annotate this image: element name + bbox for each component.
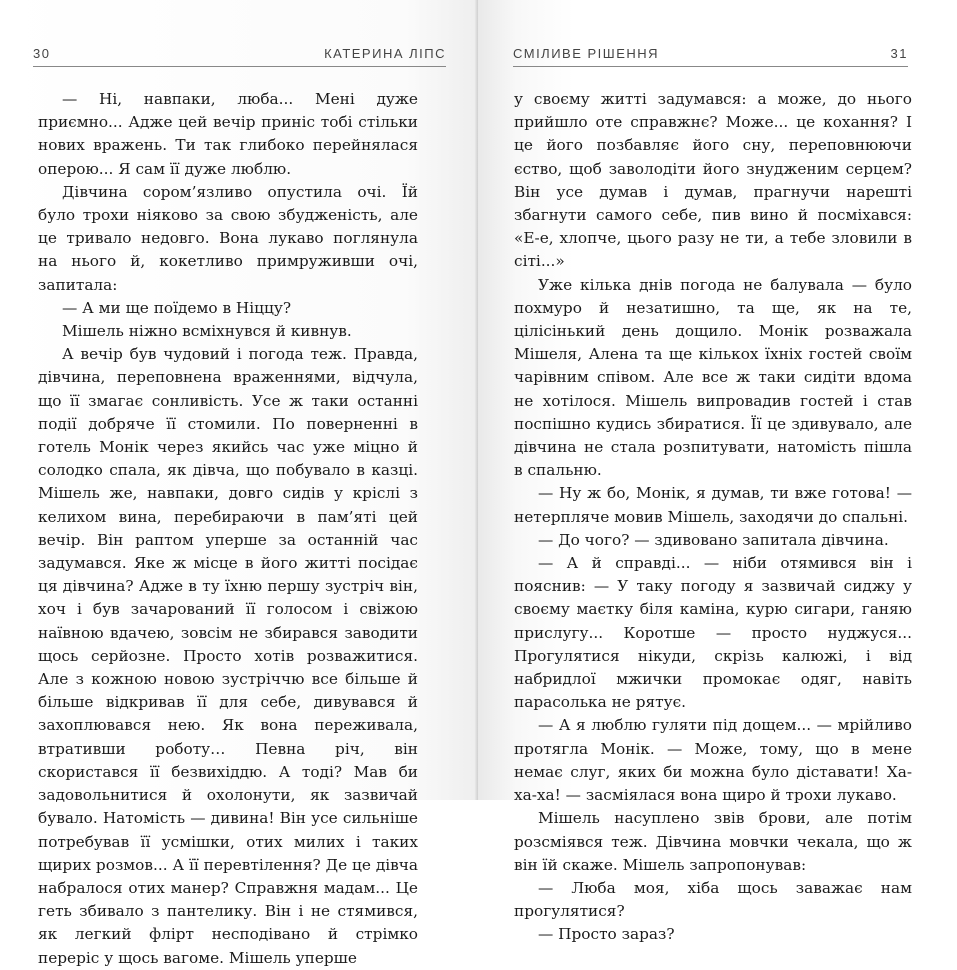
left-page	[0, 0, 478, 967]
paragraph: Уже кілька днів погода не балувала — було похмуро й незатишно, та ще, як на те, цілісінький день дощило. Монік розважала Мішеля, Алена та ще кількох їхніх гостей своїм чарівним співом. Але все ж таки сидіти вдома не хотілося. Мішель випровадив гостей і став поспішно кудись збиратися. Її це здивувало, але дівчина не стала розпитувати, натомість пішла в спальню.	[514, 275, 912, 480]
right-page-text	[514, 88, 912, 947]
paragraph: Дівчина сором’язливо опустила очі. Їй було трохи ніяково за свою збудженість, але це тривало недовго. Вона лукаво поглянула на нього й, кокетливо примруживши очі, запитала:	[38, 182, 418, 294]
paragraph: — А й справді... — ніби отямився він і пояснив: — У таку погоду я зазвичай сиджу у своєму маєтку біля каміна, курю сигари, ганяю прислугу... Коротше — просто нуджуся... Прогулятися нікуди, скрізь калюжі, і від набридлої мжички промокає одяг, навіть парасолька не рятує.	[514, 554, 912, 712]
left-page-text	[38, 88, 418, 970]
paragraph: — До чого? — здивовано запитала дівчина.	[538, 530, 889, 549]
paragraph: у своєму житті задумався: а може, до нього прийшло оте справжнє? Може... це кохання? І це його позбавляє його сну, переповнюючи єство, щоб заволодіти його знудженим серцем? Він усе думав і думав, прагнучи нарешті збагнути самого себе, пив вино й посміхався: «Е-е, хлопче, цього разу не ти, а тебе зловили в сіті...»	[514, 90, 912, 271]
paragraph: — Ні, навпаки, люба... Мені дуже приємно... Адже цей вечір приніс тобі стільки нових вражень. Ти так глибоко перейнялася оперою... Я сам її дуже люблю.	[38, 90, 418, 178]
running-head-author: КАТЕРИНА ЛІПС	[324, 46, 446, 61]
paragraph: Мішель насуплено звів брови, але потім розсміявся теж. Дівчина мовчки чекала, що ж він їй скаже. Мішель запропонував:	[514, 809, 912, 874]
paragraph: — А ми ще поїдемо в Ніццу?	[62, 298, 292, 317]
page-number: 30	[33, 46, 51, 61]
paragraph: А вечір був чудовий і погода теж. Правда, дівчина, переповнена враженнями, відчула, що її змагає сонливість. Усе ж таки останні події добряче її стомили. По поверненні в готель Монік через якийсь час уже міцно й солодко спала, як дівча, що побувало в казці. Мішель же, навпаки, довго сидів у кріслі з келихом вина, перебираючи в пам’яті цей вечір. Він раптом уперше за останній час задумався. Яке ж місце в його житті посідає ця дівчина? Адже в ту їхню першу зустріч він, хоч і був зачарований її голосом і свіжою наївною вдачею, зовсім не збирався заводити щось серйозне. Просто хотів розважитися. Але з кожною новою зустріччю все більше й більше відкривав її для себе, дивувався й захоплювався нею. Як вона переживала, втративши роботу… Певна річ, він скористався її безвихіддю. А тоді? Мав би задовольнитися й охолонути, як зазвичай бувало. Натомість — дивина! Він усе сильніше потребував її усмішки, отих милих і таких щирих розмов... А її перевтілення? Де це дівча набралося отих манер? Справжня мадам... Це геть збивало з пантелику. Він і не стямився, як легкий флірт несподівано й стрімко переріс у щось вагоме. Мішель уперше	[38, 345, 418, 967]
right-page-header	[513, 46, 908, 68]
paragraph: — Просто зараз?	[538, 925, 675, 944]
paragraph: — А я люблю гуляти під дощем... — мрійливо протягла Монік. — Може, тому, що в мене немає слуг, яких би можна було діставати! Ха-ха-ха! — засміялася вона щиро й трохи лукаво.	[514, 716, 912, 805]
left-page-header	[33, 46, 446, 68]
paragraph: — Люба моя, хіба щось заважає нам прогулятися?	[514, 878, 912, 921]
paragraph: Мішель ніжно всміхнувся й кивнув.	[62, 322, 352, 341]
paragraph: — Ну ж бо, Монік, я думав, ти вже готова! — нетерпляче мовив Мішель, заходячи до спальні.	[514, 484, 912, 526]
header-rule	[33, 66, 446, 67]
right-page	[478, 0, 957, 944]
header-rule	[513, 66, 908, 67]
page-number: 31	[890, 46, 908, 61]
running-head-title: СМІЛИВЕ РІШЕННЯ	[513, 46, 660, 61]
